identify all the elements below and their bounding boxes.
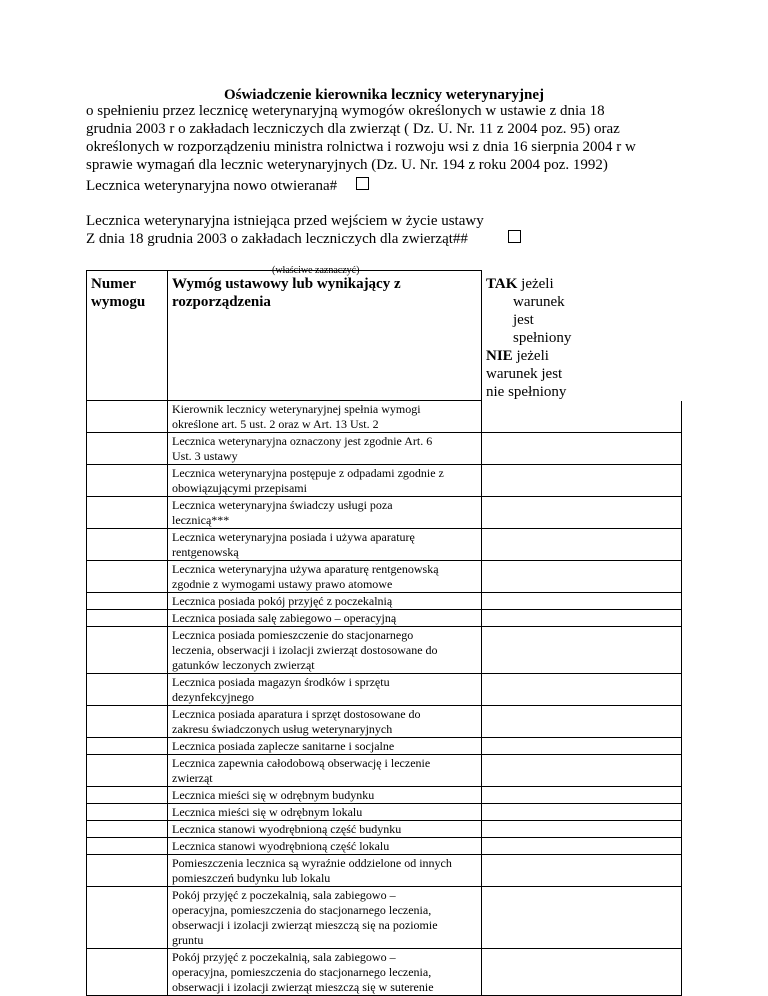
requirement-text-line: gatunków leczonych zwierząt: [172, 658, 315, 672]
requirement-number-cell[interactable]: [87, 821, 168, 838]
requirement-number-cell[interactable]: [87, 804, 168, 821]
requirement-text-cell: [168, 610, 482, 627]
header-number: [87, 271, 168, 401]
answer-cell[interactable]: [482, 821, 682, 838]
header-number-line: wymogu: [91, 294, 146, 310]
requirement-text-line: Lecznica posiada salę zabiegowo – operacyjną: [172, 611, 397, 625]
answer-column: [482, 465, 689, 497]
table-row: [87, 949, 689, 996]
answer-cell[interactable]: [482, 610, 682, 627]
table-row: [87, 401, 689, 433]
requirement-text-line: określone art. 5 ust. 2 oraz w Art. 13 Ust. 2: [172, 417, 379, 431]
requirements-table: [86, 270, 689, 996]
header-requirement: [168, 271, 482, 401]
answer-column: [482, 949, 689, 996]
requirement-text-line: leczenia, obserwacji i izolacji zwierząt dostosowane do: [172, 643, 438, 657]
answer-column: [482, 674, 689, 706]
table-row: [87, 706, 689, 738]
option-existing-label-line1: Lecznica weterynaryjna istniejąca przed wejściem w życie ustawy: [86, 213, 484, 229]
header-requirement-line: rozporządzenia: [172, 294, 271, 310]
requirement-text-line: Pokój przyjęć z poczekalnią, sala zabiegowo –: [172, 888, 396, 902]
answer-column: [482, 593, 689, 610]
table-row: [87, 787, 689, 804]
answer-cell[interactable]: [482, 706, 682, 738]
requirement-text-line: operacyjna, pomieszczenia do stacjonarnego leczenia,: [172, 903, 432, 917]
requirement-text-cell: [168, 497, 482, 529]
requirement-text-cell: [168, 593, 482, 610]
table-row: [87, 755, 689, 787]
requirement-text-cell: [168, 755, 482, 787]
answer-cell[interactable]: [482, 433, 682, 465]
requirement-text-line: gruntu: [172, 933, 204, 947]
intro-line: określonych w rozporządzeniu ministra rolnictwa i rozwoju wsi z dnia 16 sierpnia 2004 r w: [86, 139, 636, 155]
intro-line: o spełnieniu przez lecznicę weterynaryjną wymogów określonych w ustawie z dnia 18: [86, 103, 605, 119]
requirement-text-cell: [168, 465, 482, 497]
requirement-text-line: Lecznica posiada magazyn środków i sprzętu: [172, 675, 390, 689]
requirement-number-cell[interactable]: [87, 627, 168, 674]
requirement-text-line: zwierząt: [172, 771, 213, 785]
header-tak-line: jest: [513, 311, 534, 328]
answer-cell[interactable]: [482, 787, 682, 804]
requirement-text-line: Lecznica mieści się w odrębnym lokalu: [172, 805, 363, 819]
requirement-number-cell[interactable]: [87, 887, 168, 949]
answer-cell[interactable]: [482, 401, 682, 433]
requirement-number-cell[interactable]: [87, 465, 168, 497]
requirement-text-line: Lecznica stanowi wyodrębnioną część lokalu: [172, 839, 390, 853]
document-title: Oświadczenie kierownika lecznicy weterynaryjnej: [223, 87, 545, 103]
requirement-text-cell: [168, 433, 482, 465]
table-row: [87, 529, 689, 561]
requirement-text-line: Lecznica posiada pomieszczenie do stacjonarnego: [172, 628, 414, 642]
requirement-text-line: Lecznica stanowi wyodrębnioną część budynku: [172, 822, 402, 836]
requirement-number-cell[interactable]: [87, 838, 168, 855]
answer-cell[interactable]: [482, 674, 682, 706]
answer-column: [482, 610, 689, 627]
option-existing-checkbox[interactable]: [508, 230, 521, 243]
answer-cell[interactable]: [482, 738, 682, 755]
requirement-text-line: Lecznica zapewnia całodobową obserwację i leczenie: [172, 756, 431, 770]
table-row: [87, 855, 689, 887]
requirement-text-line: rentgenowską: [172, 545, 239, 559]
requirement-text-cell: [168, 738, 482, 755]
requirement-text-line: Lecznica weterynaryjna używa aparaturę rentgenowską: [172, 562, 439, 576]
header-tak-line: warunek: [513, 293, 565, 310]
requirement-text-line: Pokój przyjęć z poczekalnią, sala zabiegowo –: [172, 950, 396, 964]
requirement-number-cell[interactable]: [87, 755, 168, 787]
answer-column: [482, 755, 689, 787]
answer-cell[interactable]: [482, 593, 682, 610]
header-nie-line: nie spełniony: [486, 383, 567, 400]
requirement-text-line: zgodnie z wymogami ustawy prawo atomowe: [172, 577, 393, 591]
table-row: [87, 674, 689, 706]
requirement-text-cell: [168, 674, 482, 706]
header-nie-line: warunek jest: [486, 365, 563, 382]
intro-line: sprawie wymagań dla lecznic weterynaryjnych (Dz. U. Nr. 194 z roku 2004 poz. 1992): [86, 157, 608, 173]
requirement-number-cell[interactable]: [87, 855, 168, 887]
table-row: [87, 497, 689, 529]
requirement-text-line: Lecznica posiada pokój przyjęć z poczekalnią: [172, 594, 393, 608]
answer-column: [482, 838, 689, 855]
intro-paragraph: [86, 102, 686, 174]
requirement-text-line: Ust. 3 ustawy: [172, 449, 238, 463]
answer-column: [482, 887, 689, 949]
requirement-text-cell: [168, 855, 482, 887]
requirement-text-line: pomieszczeń budynku lub lokalu: [172, 871, 331, 885]
table-row: [87, 627, 689, 674]
requirement-text-line: operacyjna, pomieszczenia do stacjonarnego leczenia,: [172, 965, 432, 979]
answer-column: [482, 855, 689, 887]
requirement-text-cell: [168, 706, 482, 738]
requirement-text-line: Lecznica weterynaryjna postępuje z odpadami zgodnie z: [172, 466, 444, 480]
requirement-text-cell: [168, 821, 482, 838]
table-header-row: [87, 271, 689, 401]
answer-column: [482, 497, 689, 529]
header-nie-line: NIE jeżeli: [486, 347, 549, 364]
table-row: [87, 821, 689, 838]
requirement-text-line: Pomieszczenia lecznica są wyraźnie oddzielone od innych: [172, 856, 452, 870]
requirement-text-line: obserwacji i izolacji zwierząt mieszczą się na poziomie: [172, 918, 438, 932]
requirement-text-cell: [168, 401, 482, 433]
requirement-number-cell[interactable]: [87, 674, 168, 706]
answer-column: [482, 787, 689, 804]
answer-cell[interactable]: [482, 755, 682, 787]
option-new-label: Lecznica weterynaryjna nowo otwierana#: [86, 178, 338, 194]
answer-column: [482, 433, 689, 465]
requirement-number-cell[interactable]: [87, 706, 168, 738]
requirement-number-cell[interactable]: [87, 401, 168, 433]
requirement-text-line: dezynfekcyjnego: [172, 690, 254, 704]
header-requirement-line: Wymóg ustawowy lub wynikający z: [172, 276, 401, 292]
requirement-text-line: Lecznica weterynaryjna oznaczony jest zgodnie Art. 6: [172, 434, 433, 448]
answer-column: [482, 561, 689, 593]
requirement-text-cell: [168, 887, 482, 949]
requirement-text-line: obowiązującymi przepisami: [172, 481, 307, 495]
answer-cell[interactable]: [482, 497, 682, 529]
intro-line: grudnia 2003 r o zakładach leczniczych dla zwierząt ( Dz. U. Nr. 11 z 2004 poz. 95) oraz: [86, 121, 620, 137]
answer-cell[interactable]: [482, 627, 682, 674]
answer-column: [482, 738, 689, 755]
answer-cell[interactable]: [482, 838, 682, 855]
requirement-number-cell[interactable]: [87, 433, 168, 465]
answer-cell[interactable]: [482, 529, 682, 561]
requirement-text-line: Lecznica weterynaryjna świadczy usługi poza: [172, 498, 393, 512]
table-row: [87, 593, 689, 610]
header-yes-no: [482, 271, 689, 401]
requirement-text-line: zakresu świadczonych usług weterynaryjnych: [172, 722, 393, 736]
table-row: [87, 804, 689, 821]
requirement-text-line: Kierownik lecznicy weterynaryjnej spełnia wymogi: [172, 402, 421, 416]
requirement-text-line: Lecznica weterynaryjna posiada i używa aparaturę: [172, 530, 415, 544]
answer-cell[interactable]: [482, 804, 682, 821]
requirement-text-line: Lecznica mieści się w odrębnym budynku: [172, 788, 375, 802]
requirement-number-cell[interactable]: [87, 497, 168, 529]
requirement-number-cell[interactable]: [87, 593, 168, 610]
answer-column: [482, 627, 689, 674]
header-tak-line: TAK jeżeli: [486, 275, 554, 292]
requirement-text-cell: [168, 787, 482, 804]
table-row: [87, 561, 689, 593]
table-row: [87, 465, 689, 497]
answer-column: [482, 706, 689, 738]
requirement-text-cell: [168, 627, 482, 674]
requirement-number-cell[interactable]: [87, 949, 168, 996]
requirement-text-cell: [168, 949, 482, 996]
requirement-text-cell: [168, 838, 482, 855]
option-existing-label-line2: Z dnia 18 grudnia 2003 o zakładach leczniczych dla zwierząt##: [86, 231, 468, 247]
answer-cell[interactable]: [482, 887, 682, 949]
answer-cell[interactable]: [482, 855, 682, 887]
requirement-number-cell[interactable]: [87, 610, 168, 627]
answer-column: [482, 804, 689, 821]
requirement-text-line: Lecznica posiada zaplecze sanitarne i socjalne: [172, 739, 395, 753]
answer-cell[interactable]: [482, 561, 682, 593]
requirement-text-line: obserwacji i izolacji zwierząt mieszczą się w suterenie: [172, 980, 434, 994]
requirement-number-cell[interactable]: [87, 738, 168, 755]
requirement-text-line: lecznicą***: [172, 513, 230, 527]
requirement-text-cell: [168, 561, 482, 593]
answer-column: [482, 401, 689, 433]
table-row: [87, 738, 689, 755]
requirement-text-cell: [168, 804, 482, 821]
header-number-line: Numer: [91, 276, 136, 292]
select-note: (właściwe zaznaczyć): [272, 265, 360, 276]
answer-cell[interactable]: [482, 465, 682, 497]
table-row: [87, 610, 689, 627]
answer-column: [482, 529, 689, 561]
table-row: [87, 433, 689, 465]
table-row: [87, 887, 689, 949]
requirement-number-cell[interactable]: [87, 529, 168, 561]
answer-cell[interactable]: [482, 949, 682, 996]
header-tak-line: spełniony: [513, 329, 572, 346]
requirement-text-line: Lecznica posiada aparatura i sprzęt dostosowane do: [172, 707, 421, 721]
requirement-text-cell: [168, 529, 482, 561]
option-new-checkbox[interactable]: [356, 177, 369, 190]
requirement-number-cell[interactable]: [87, 561, 168, 593]
requirement-number-cell[interactable]: [87, 787, 168, 804]
table-row: [87, 838, 689, 855]
answer-column: [482, 821, 689, 838]
